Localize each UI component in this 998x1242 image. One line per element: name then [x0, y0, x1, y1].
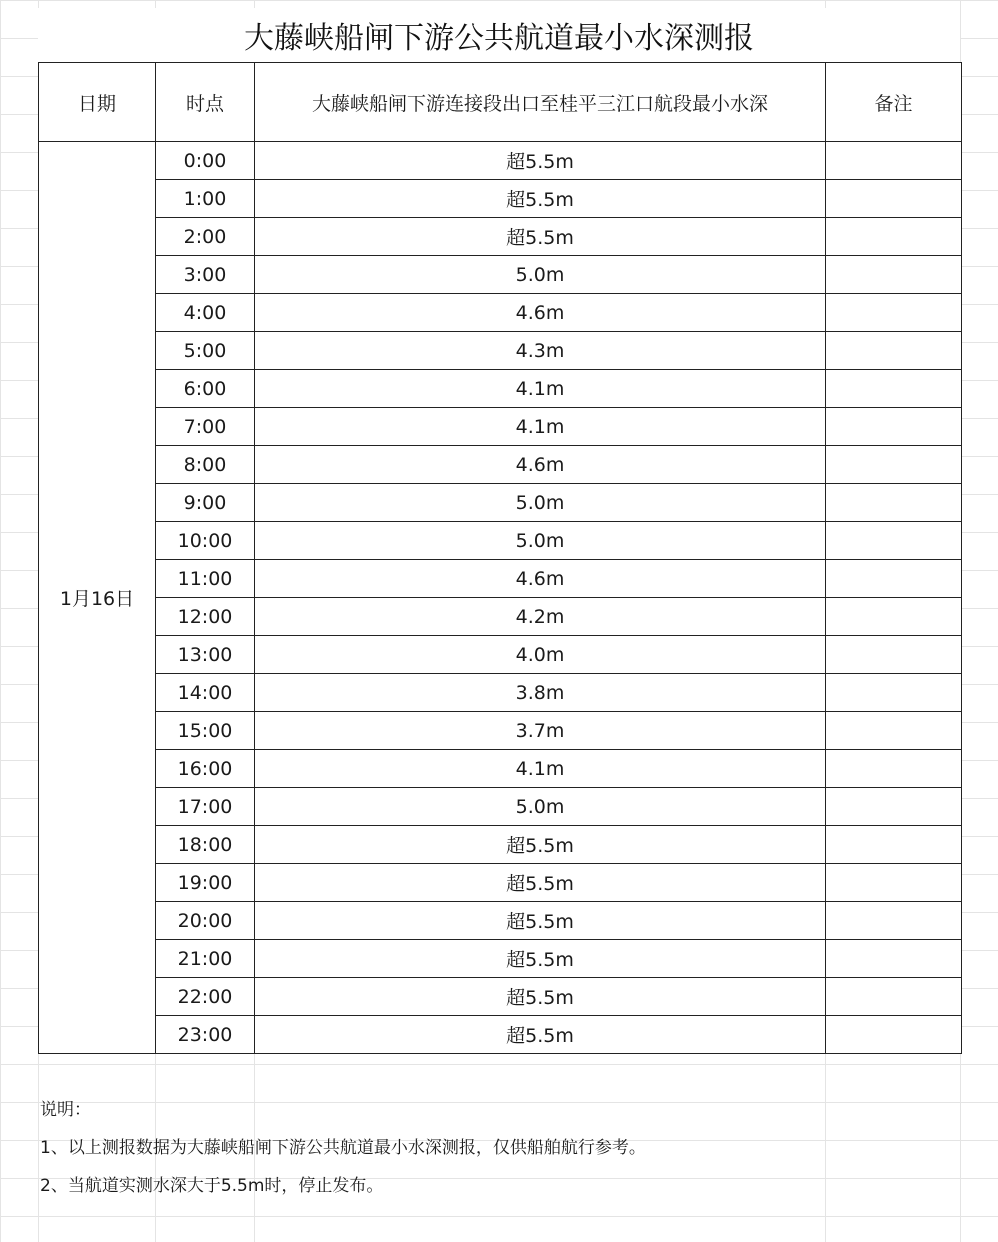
table-row — [39, 142, 962, 180]
depth-cell: 4.6m — [255, 446, 826, 484]
depth-cell: 4.2m — [255, 598, 826, 636]
time-cell: 1:00 — [156, 180, 255, 218]
table-row — [39, 1016, 962, 1054]
time-cell: 22:00 — [156, 978, 255, 1016]
time-cell: 13:00 — [156, 636, 255, 674]
header-time: 时点 — [156, 63, 255, 142]
note-item: 1、以上测报数据为大藤峡船闸下游公共航道最小水深测报，仅供船舶航行参考。 — [40, 1138, 646, 1158]
time-cell: 11:00 — [156, 560, 255, 598]
time-cell: 10:00 — [156, 522, 255, 560]
time-cell: 16:00 — [156, 750, 255, 788]
time-cell: 20:00 — [156, 902, 255, 940]
table-row — [39, 256, 962, 294]
remark-cell — [826, 788, 962, 826]
depth-cell: 5.0m — [255, 256, 826, 294]
time-cell: 7:00 — [156, 408, 255, 446]
time-cell: 17:00 — [156, 788, 255, 826]
remark-cell — [826, 636, 962, 674]
time-cell: 19:00 — [156, 864, 255, 902]
depth-report-table — [38, 62, 962, 1054]
time-cell: 4:00 — [156, 294, 255, 332]
header-depth: 大藤峡船闸下游连接段出口至桂平三江口航段最小水深 — [255, 63, 826, 142]
remark-cell — [826, 978, 962, 1016]
table-row — [39, 446, 962, 484]
remark-cell — [826, 370, 962, 408]
depth-cell: 超5.5m — [255, 826, 826, 864]
table-row — [39, 294, 962, 332]
remark-cell — [826, 294, 962, 332]
header-remark: 备注 — [826, 63, 962, 142]
time-cell: 15:00 — [156, 712, 255, 750]
remark-cell — [826, 750, 962, 788]
remark-cell — [826, 826, 962, 864]
remark-cell — [826, 142, 962, 180]
date-cell: 1月16日 — [39, 142, 156, 1054]
remark-cell — [826, 256, 962, 294]
remark-cell — [826, 598, 962, 636]
remark-cell — [826, 218, 962, 256]
table-row — [39, 978, 962, 1016]
time-cell: 0:00 — [156, 142, 255, 180]
depth-cell: 4.3m — [255, 332, 826, 370]
time-cell: 21:00 — [156, 940, 255, 978]
depth-cell: 5.0m — [255, 522, 826, 560]
table-row — [39, 788, 962, 826]
table-row — [39, 484, 962, 522]
remark-cell — [826, 1016, 962, 1054]
time-cell: 18:00 — [156, 826, 255, 864]
time-cell: 6:00 — [156, 370, 255, 408]
remark-cell — [826, 446, 962, 484]
time-cell: 9:00 — [156, 484, 255, 522]
table-row — [39, 712, 962, 750]
depth-cell: 3.8m — [255, 674, 826, 712]
time-cell: 5:00 — [156, 332, 255, 370]
remark-cell — [826, 484, 962, 522]
notes-heading: 说明： — [40, 1100, 91, 1120]
table-row — [39, 940, 962, 978]
remark-cell — [826, 712, 962, 750]
table-row — [39, 522, 962, 560]
depth-cell: 5.0m — [255, 788, 826, 826]
depth-cell: 超5.5m — [255, 864, 826, 902]
depth-cell: 3.7m — [255, 712, 826, 750]
depth-cell: 4.0m — [255, 636, 826, 674]
time-cell: 14:00 — [156, 674, 255, 712]
remark-cell — [826, 560, 962, 598]
table-row — [39, 826, 962, 864]
depth-cell: 超5.5m — [255, 902, 826, 940]
table-row — [39, 750, 962, 788]
remark-cell — [826, 674, 962, 712]
remark-cell — [826, 864, 962, 902]
depth-cell: 超5.5m — [255, 940, 826, 978]
remark-cell — [826, 522, 962, 560]
depth-cell: 4.6m — [255, 294, 826, 332]
table-row — [39, 560, 962, 598]
table-row — [39, 864, 962, 902]
depth-cell: 4.1m — [255, 370, 826, 408]
depth-cell: 超5.5m — [255, 180, 826, 218]
table-row — [39, 674, 962, 712]
table-row — [39, 902, 962, 940]
remark-cell — [826, 902, 962, 940]
table-row — [39, 332, 962, 370]
depth-cell: 4.6m — [255, 560, 826, 598]
remark-cell — [826, 940, 962, 978]
remark-cell — [826, 408, 962, 446]
page-title: 大藤峡船闸下游公共航道最小水深测报 — [38, 8, 960, 62]
table-header-row — [39, 63, 962, 142]
table-row — [39, 408, 962, 446]
depth-cell: 超5.5m — [255, 218, 826, 256]
depth-cell: 超5.5m — [255, 142, 826, 180]
table-row — [39, 370, 962, 408]
header-date: 日期 — [39, 63, 156, 142]
remark-cell — [826, 332, 962, 370]
time-cell: 3:00 — [156, 256, 255, 294]
depth-cell: 4.1m — [255, 408, 826, 446]
depth-cell: 超5.5m — [255, 1016, 826, 1054]
table-row — [39, 180, 962, 218]
time-cell: 2:00 — [156, 218, 255, 256]
time-cell: 23:00 — [156, 1016, 255, 1054]
depth-cell: 超5.5m — [255, 978, 826, 1016]
table-row — [39, 598, 962, 636]
remark-cell — [826, 180, 962, 218]
note-item: 2、当航道实测水深大于5.5m时，停止发布。 — [40, 1176, 384, 1196]
time-cell: 12:00 — [156, 598, 255, 636]
depth-cell: 5.0m — [255, 484, 826, 522]
table-row — [39, 636, 962, 674]
table-body — [39, 142, 962, 1054]
depth-cell: 4.1m — [255, 750, 826, 788]
table-row — [39, 218, 962, 256]
time-cell: 8:00 — [156, 446, 255, 484]
